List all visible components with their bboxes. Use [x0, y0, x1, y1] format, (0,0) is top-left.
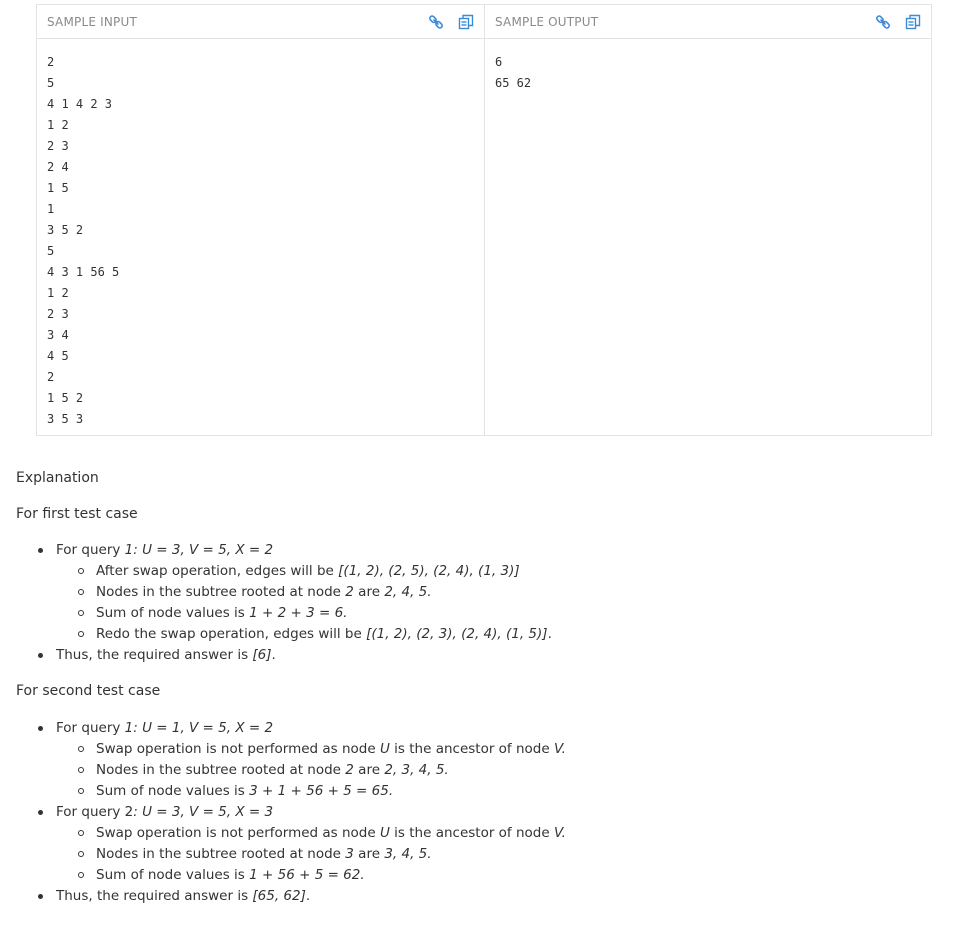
io-line: 4 1 4 2 3 [47, 97, 113, 111]
sample-input-header [37, 5, 484, 39]
copy-icon[interactable] [905, 14, 921, 30]
second-case-query1-details [56, 739, 946, 802]
list-item: For query 1: U = 3, V = 5, X = 2 After swap operation, edges will be [(1, 2), (2, 5), (2, 4), (1, 3)] Nodes in the subtree rooted at node 2 are 2, 4, 5. Sum of node values is 1 + 2 + 3 = 6. Redo the swap operation, edges will be [(1, 2), (2, 3), (2, 4), (1, 5)]. [16, 540, 946, 645]
sample-output-title: SAMPLE OUTPUT [495, 14, 599, 29]
io-line: 1 [47, 202, 55, 216]
io-line: 5 [47, 76, 55, 90]
list-item: Nodes in the subtree rooted at node 2 are 2, 3, 4, 5. [56, 760, 946, 781]
second-case-title: For second test case [16, 683, 161, 699]
io-line: 65 62 [495, 76, 532, 90]
link-icon[interactable] [875, 14, 891, 30]
sample-output-header [485, 5, 931, 39]
second-case-list [16, 718, 946, 907]
io-line: 3 5 2 [47, 223, 84, 237]
second-case-query2-details [56, 823, 946, 886]
io-line: 1 2 [47, 286, 69, 300]
list-item: Swap operation is not performed as node U is the ancestor of node V. [56, 823, 946, 844]
sample-io-box [36, 4, 932, 436]
list-item: Sum of node values is 1 + 56 + 5 = 62. [56, 865, 946, 886]
io-line: 4 3 1 56 5 [47, 265, 120, 279]
io-line: 2 [47, 370, 55, 384]
sample-input-title: SAMPLE INPUT [47, 14, 137, 29]
first-case-title: For first test case [16, 506, 138, 522]
io-line: 2 4 [47, 160, 69, 174]
sample-output-content [485, 39, 931, 94]
list-item: For query 1: U = 1, V = 5, X = 2 Swap operation is not performed as node U is the ancestor of node V. Nodes in the subtree rooted at node 2 are 2, 3, 4, 5. Sum of node values is 3 + 1 + 56 + 5 = 65. [16, 718, 946, 802]
list-item: Thus, the required answer is [65, 62]. [16, 886, 946, 907]
list-item: Nodes in the subtree rooted at node 3 are 3, 4, 5. [56, 844, 946, 865]
copy-icon[interactable] [458, 14, 474, 30]
list-item: Sum of node values is 1 + 2 + 3 = 6. [56, 603, 946, 624]
explanation-section [16, 468, 946, 907]
list-item: Sum of node values is 3 + 1 + 56 + 5 = 65. [56, 781, 946, 802]
list-item: Thus, the required answer is [6]. [16, 645, 946, 666]
io-line: 2 3 [47, 307, 69, 321]
link-icon[interactable] [428, 14, 444, 30]
sample-input-panel [37, 5, 485, 435]
list-item: For query 2: U = 3, V = 5, X = 3 Swap operation is not performed as node U is the ancestor of node V. Nodes in the subtree rooted at node 3 are 3, 4, 5. Sum of node values is 1 + 56 + 5 = 62. [16, 802, 946, 886]
io-line: 6 [495, 55, 503, 69]
io-line: 2 3 [47, 139, 69, 153]
first-case-list [16, 540, 946, 666]
io-line: 5 [47, 244, 55, 258]
io-line: 1 5 [47, 181, 69, 195]
explanation-heading: Explanation [16, 470, 99, 486]
list-item: After swap operation, edges will be [(1, 2), (2, 5), (2, 4), (1, 3)] [56, 561, 946, 582]
io-line: 2 [47, 55, 55, 69]
io-line: 3 4 [47, 328, 69, 342]
io-line: 1 5 2 [47, 391, 84, 405]
sample-input-content [37, 39, 484, 430]
list-item: Redo the swap operation, edges will be [(1, 2), (2, 3), (2, 4), (1, 5)]. [56, 624, 946, 645]
sample-output-panel [485, 5, 931, 435]
first-case-query1-details [56, 561, 946, 645]
list-item: Swap operation is not performed as node U is the ancestor of node V. [56, 739, 946, 760]
io-line: 1 2 [47, 118, 69, 132]
list-item: Nodes in the subtree rooted at node 2 are 2, 4, 5. [56, 582, 946, 603]
io-line: 4 5 [47, 349, 69, 363]
io-line: 3 5 3 [47, 412, 84, 426]
